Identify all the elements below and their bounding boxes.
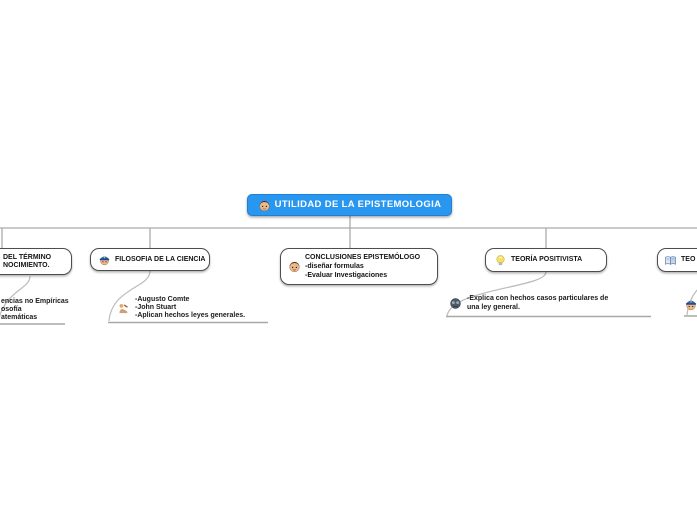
- child-node-positivista[interactable]: [449, 295, 608, 312]
- branch-filosofia-label: FILOSOFIA DE LA CIENCIA: [115, 255, 206, 263]
- root-node-label: UTILIDAD DE LA EPISTEMOLOGIA: [274, 199, 442, 210]
- dark-globe-face-icon: [449, 297, 462, 310]
- branch-termino-line-2: NOCIMIENTO.: [3, 261, 50, 269]
- police-officer-icon: [684, 297, 697, 311]
- child-filosofia-line-1: -Augusto Comte: [135, 296, 190, 303]
- child-termino-line-1: encias no Empíricas: [1, 298, 69, 305]
- man-face-icon: [258, 199, 271, 212]
- branch-node-conclusiones-epistemologo[interactable]: [280, 248, 438, 285]
- open-book-icon: [664, 254, 677, 267]
- child-node-termino[interactable]: [1, 298, 69, 322]
- branch-node-termino[interactable]: [0, 248, 72, 275]
- boy-face-icon: [288, 260, 301, 273]
- branch-conclusiones-line-2: -diseñar formulas: [305, 263, 364, 270]
- branch-conclusiones-line-3: -Evaluar Investigaciones: [305, 272, 388, 279]
- light-bulb-icon: [494, 254, 507, 267]
- branch-node-filosofia-de-la-ciencia[interactable]: [90, 248, 210, 271]
- branch-node-teoria-positivista[interactable]: [485, 248, 607, 272]
- child-node-teoria-right[interactable]: [684, 297, 697, 311]
- branch-termino-line-1: DEL TÉRMINO: [3, 253, 52, 261]
- police-officer-icon: [98, 253, 111, 266]
- child-positivista-line-2: una ley general.: [467, 303, 520, 311]
- child-filosofia-line-3: -Aplican hechos leyes generales.: [135, 312, 246, 319]
- root-node-utilidad-epistemologia[interactable]: [247, 194, 452, 216]
- child-node-filosofia[interactable]: [117, 296, 245, 320]
- child-positivista-line-1: -Explica con hechos casos particulares de: [467, 295, 609, 302]
- branch-node-teoria-right[interactable]: [657, 248, 697, 272]
- person-figure-icon: [117, 302, 130, 315]
- branch-positivista-label: TEORÍA POSITIVISTA: [511, 256, 583, 263]
- branch-teoria-right-label: TEO: [681, 256, 696, 263]
- branch-conclusiones-line-1: CONCLUSIONES EPISTEMÓLOGO: [305, 254, 421, 261]
- child-filosofia-line-2: -John Stuart: [135, 304, 177, 311]
- child-termino-line-2: osofía: [1, 306, 22, 313]
- child-termino-line-3: atemáticas: [1, 314, 38, 321]
